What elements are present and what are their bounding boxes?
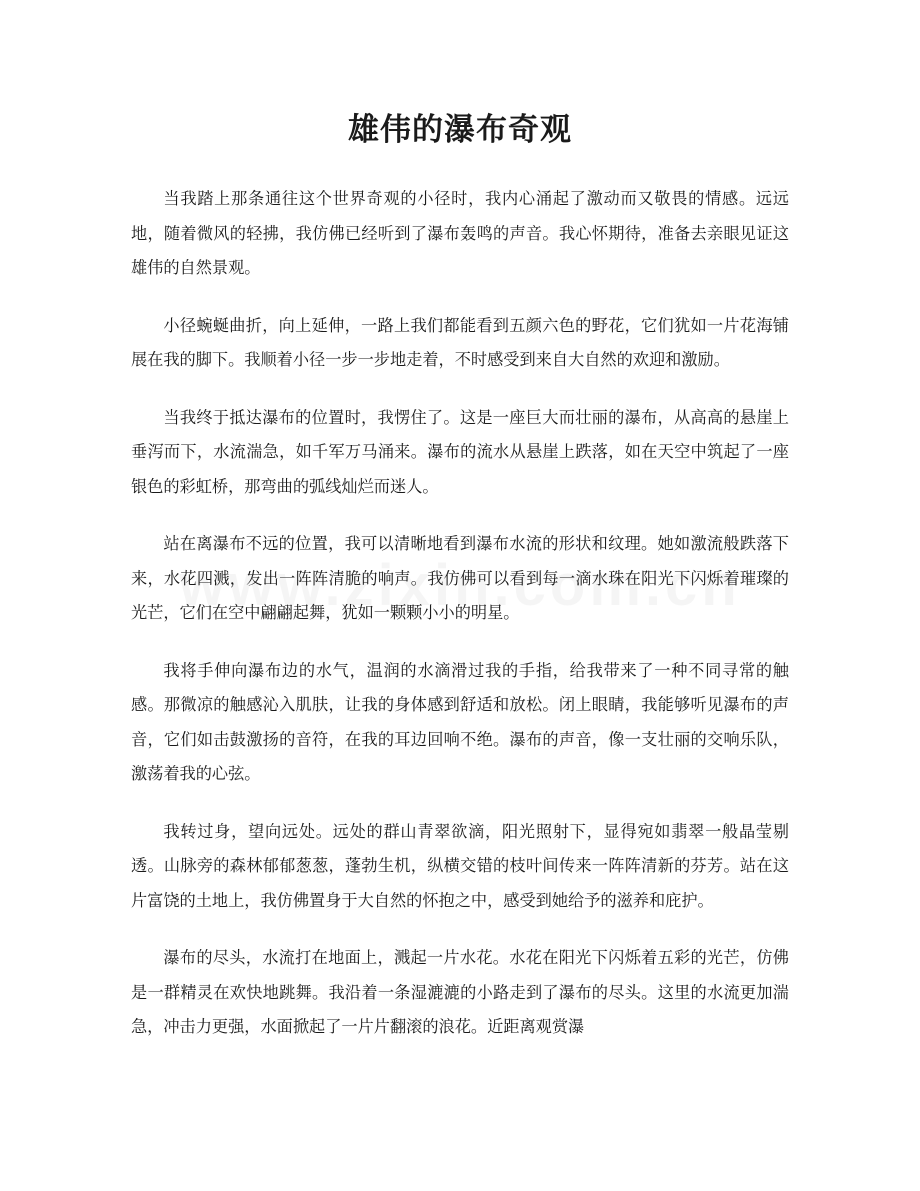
paragraph: 当我踏上那条通往这个世界奇观的小径时，我内心涌起了激动而又敬畏的情感。远远地，随着微风的轻拂，我仿佛已经听到了瀑布轰鸣的声音。我心怀期待，准备去亲眼见证这雄伟的自然景观。 <box>131 189 789 277</box>
paragraph: 我将手伸向瀑布边的水气，温润的水滴滑过我的手指，给我带来了一种不同寻常的触感。那微凉的触感沁入肌肤，让我的身体感到舒适和放松。闭上眼睛，我能够听见瀑布的声音，它们如击鼓激扬的音符，在我的耳边回响不绝。瀑布的声音，像一支壮丽的交响乐队，激荡着我的心弦。 <box>131 660 789 783</box>
paragraph: 小径蜿蜒曲折，向上延伸，一路上我们都能看到五颜六色的野花，它们犹如一片花海铺展在我的脚下。我顺着小径一步一步地走着，不时感受到来自大自然的欢迎和激励。 <box>131 315 789 369</box>
paragraph: 站在离瀑布不远的位置，我可以清晰地看到瀑布水流的形状和纹理。她如激流般跌落下来，水花四溅，发出一阵阵清脆的响声。我仿佛可以看到每一滴水珠在阳光下闪烁着璀璨的光芒，它们在空中翩翩起舞，犹如一颗颗小小的明星。 <box>131 534 789 622</box>
paragraph: 当我终于抵达瀑布的位置时，我愣住了。这是一座巨大而壮丽的瀑布，从高高的悬崖上垂泻而下，水流湍急，如千军万马涌来。瀑布的流水从悬崖上跌落，如在天空中筑起了一座银色的彩虹桥，那弯曲的弧线灿烂而迷人。 <box>131 407 789 496</box>
document-body <box>131 182 789 1068</box>
paragraph: 我转过身，望向远处。远处的群山青翠欲滴，阳光照射下，显得宛如翡翠一般晶莹剔透。山脉旁的森林郁郁葱葱，蓬勃生机，纵横交错的枝叶间传来一阵阵清新的芬芳。站在这片富饶的土地上，我仿佛置身于大自然的怀抱之中，感受到她给予的滋养和庇护。 <box>131 821 789 910</box>
paragraph: 瀑布的尽头，水流打在地面上，溅起一片水花。水花在阳光下闪烁着五彩的光芒，仿佛是一群精灵在欢快地跳舞。我沿着一条湿漉漉的小路走到了瀑布的尽头。这里的水流更加湍急，冲击力更强，水面掀起了一片片翻滚的浪花。近距离观赏瀑 <box>131 948 789 1036</box>
document-title: 雄伟的瀑布奇观 <box>348 112 572 148</box>
